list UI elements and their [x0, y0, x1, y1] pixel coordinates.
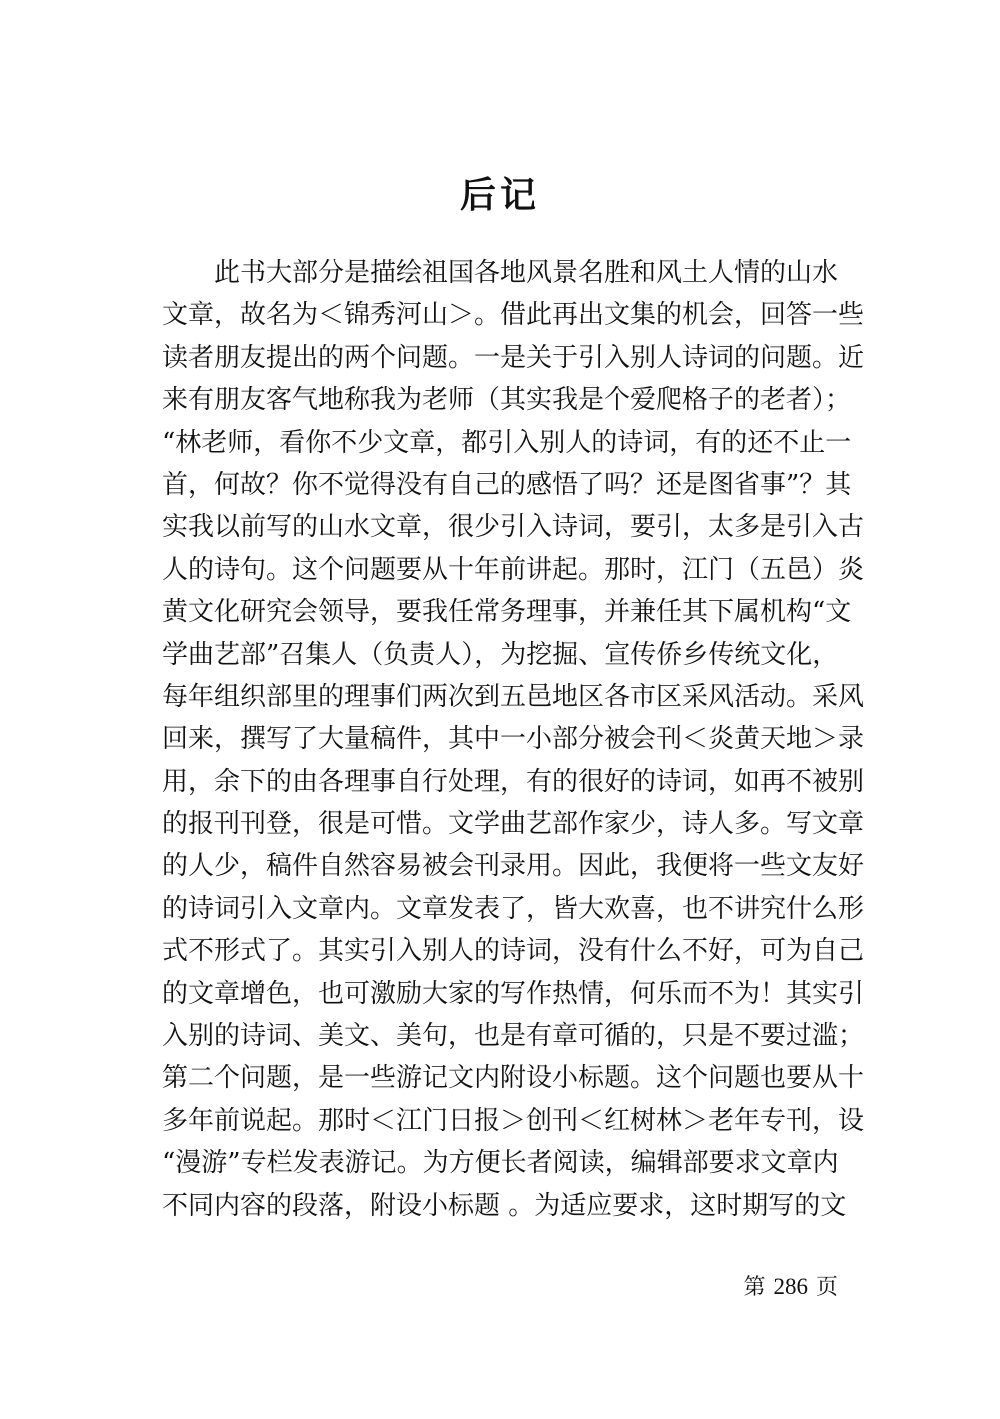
text-line: 回来，撰写了大量稿件，其中一小部分被会刊＜炎黄天地＞录 — [162, 724, 865, 755]
text-line: 用，余下的由各理事自行处理，有的很好的诗词，如再不被别 — [162, 766, 865, 797]
text-line: 不同内容的段落，附设小标题 。为适应要求，这时期写的文 — [162, 1190, 847, 1221]
text-line: 来有朋友客气地称我为老师（其实我是个爱爬格子的老者）； — [162, 385, 852, 416]
text-line: “漫游”专栏发表游记。为方便长者阅读，编辑部要求文章内 — [162, 1148, 839, 1179]
text-line: 多年前说起。那时＜江门日报＞创刊＜红树林＞老年专刊，设 — [162, 1105, 865, 1136]
text-line: 黄文化研究会领导，要我任常务理事，并兼任其下属机构“文 — [162, 597, 852, 628]
text-line: 的诗词引入文章内。文章发表了，皆大欢喜，也不讲究什么形 — [162, 893, 865, 924]
page-title: 后记 — [459, 174, 540, 216]
text-line: 读者朋友提出的两个问题。一是关于引入别人诗词的问题。近 — [162, 342, 865, 373]
text-line: 的文章增色，也可激励大家的写作热情，何乐而不为！其实引 — [162, 978, 865, 1009]
text-line: 式不形式了。其实引入别人的诗词，没有什么不好，可为自己 — [162, 936, 865, 967]
text-line: 人的诗句。这个问题要从十年前讲起。那时，江门（五邑）炎 — [162, 554, 865, 585]
text-line: 每年组织部里的理事们两次到五邑地区各市区采风活动。采风 — [162, 681, 865, 712]
text-line: 首，何故？你不觉得没有自己的感悟了吗？还是图省事”？其 — [162, 469, 852, 500]
text-line: 实我以前写的山水文章，很少引入诗词，要引，太多是引入古 — [162, 512, 865, 543]
page-number-prefix: 第 — [743, 1275, 766, 1300]
body-text — [162, 252, 865, 1227]
text-line: 此书大部分是描绘祖国各地风景名胜和风土人情的山水 — [214, 258, 839, 288]
text-line: 第二个问题，是一些游记文内附设小标题。这个问题也要从十 — [162, 1063, 865, 1094]
text-line: 入别的诗词、美文、美句，也是有章可循的，只是不要过滥； — [162, 1021, 865, 1052]
page-number-footer — [743, 1272, 838, 1303]
text-line: 学曲艺部”召集人（负责人），为挖掘、宣传侨乡传统文化， — [162, 639, 839, 670]
page-number: 286 — [773, 1274, 808, 1299]
text-line: 的报刊刊登，很是可惜。文学曲艺部作家少，诗人多。写文章 — [162, 809, 865, 840]
text-line: “林老师，看你不少文章，都引入别人的诗词，有的还不止一 — [162, 427, 852, 458]
text-line: 的人少，稿件自然容易被会刊录用。因此，我便将一些文友好 — [162, 851, 865, 882]
page-number-suffix: 页 — [815, 1275, 838, 1300]
text-line: 文章，故名为＜锦秀河山＞。借此再出文集的机会，回答一些 — [162, 300, 865, 331]
